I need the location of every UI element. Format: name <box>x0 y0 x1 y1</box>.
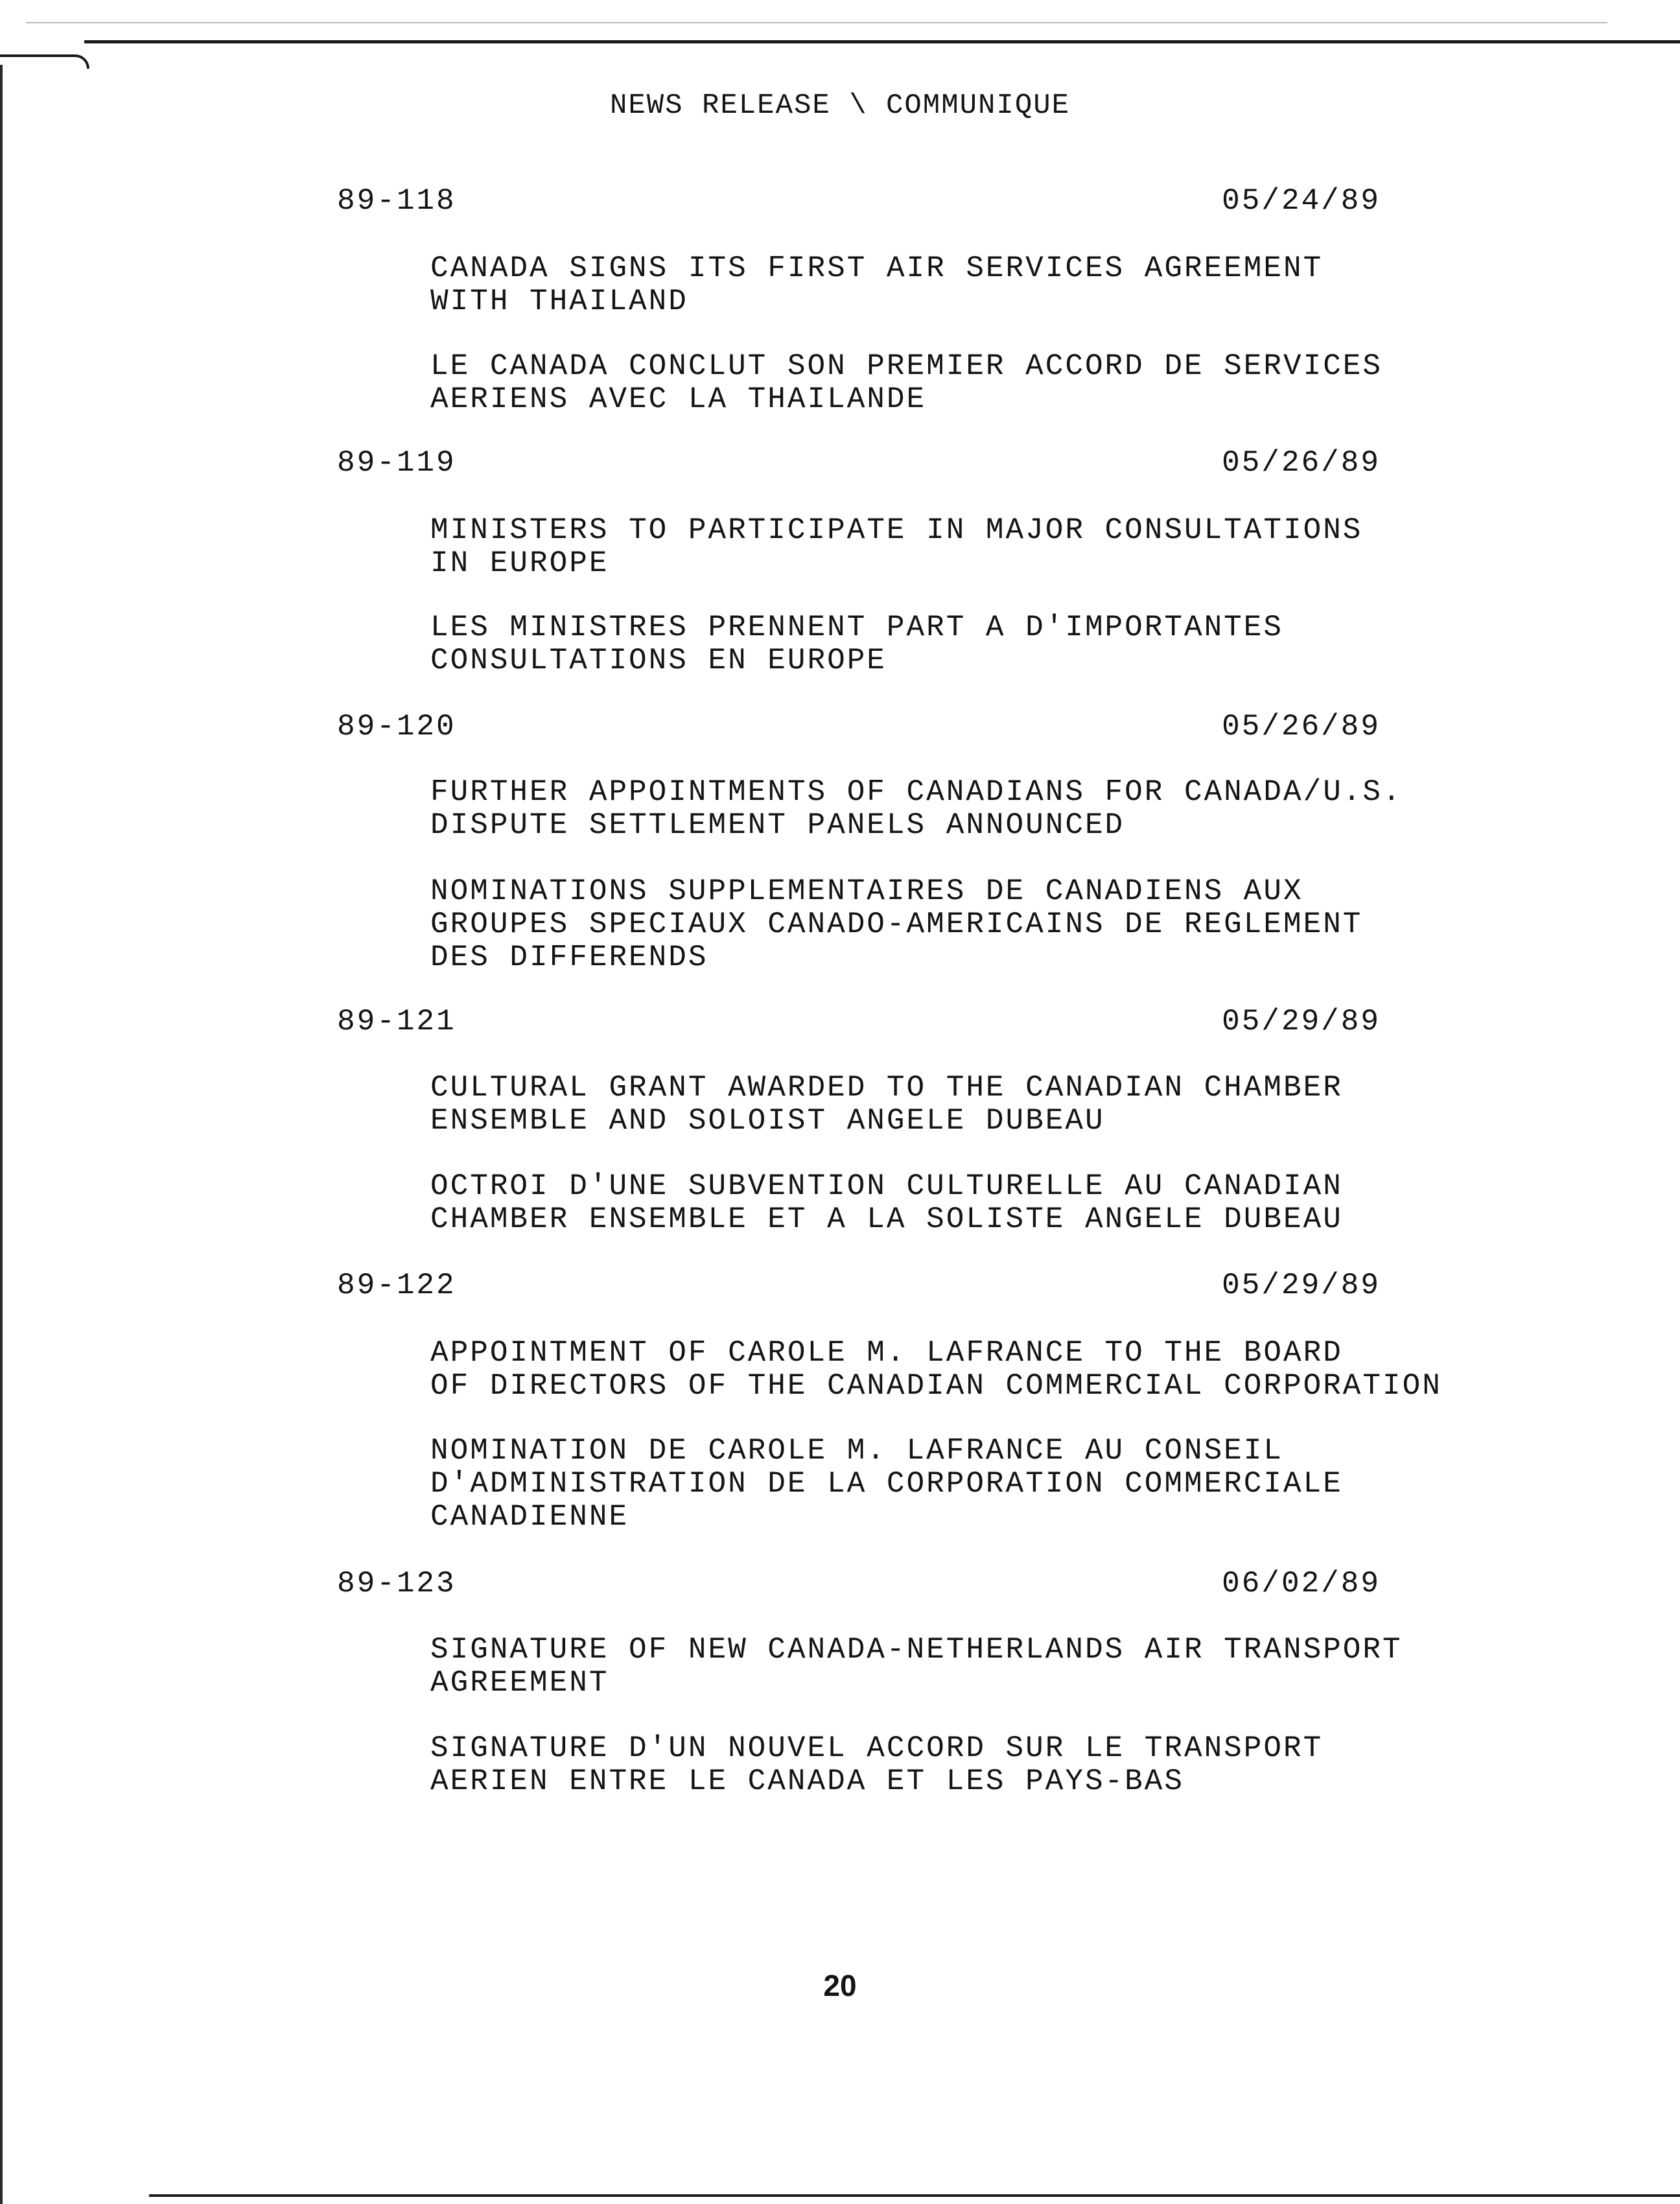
page-edge-top <box>84 40 1680 43</box>
release-date: 05/29/89 <box>1222 1005 1381 1038</box>
release-title-french: LES MINISTRES PRENNENT PART A D'IMPORTANTES CONSULTATIONS EN EUROPE <box>430 611 1283 677</box>
release-date: 05/24/89 <box>1222 184 1381 218</box>
page-edge-corner <box>0 54 89 69</box>
page-title: NEWS RELEASE \ COMMUNIQUE <box>609 89 1071 122</box>
release-number: 89-119 <box>337 446 456 480</box>
release-header <box>337 1567 1381 1603</box>
release-title-english: SIGNATURE OF NEW CANADA-NETHERLANDS AIR TRANSPORT AGREEMENT <box>430 1633 1403 1700</box>
release-number: 89-122 <box>337 1269 456 1302</box>
release-header <box>337 446 1381 482</box>
release-header <box>337 1269 1381 1305</box>
release-number: 89-121 <box>337 1005 456 1038</box>
release-title-english: CANADA SIGNS ITS FIRST AIR SERVICES AGREEMENT WITH THAILAND <box>430 252 1324 318</box>
release-title-french: SIGNATURE D'UN NOUVEL ACCORD SUR LE TRANSPORT AERIEN ENTRE LE CANADA ET LES PAYS-BAS <box>430 1731 1324 1798</box>
release-header <box>337 184 1381 220</box>
release-header <box>337 1005 1381 1041</box>
release-number: 89-118 <box>337 184 456 218</box>
release-title-english: MINISTERS TO PARTICIPATE IN MAJOR CONSULTATIONS IN EUROPE <box>430 513 1363 580</box>
release-number: 89-120 <box>337 710 456 744</box>
release-title-english: FURTHER APPOINTMENTS OF CANADIANS FOR CANADA/U.S. DISPUTE SETTLEMENT PANELS ANNOUNCED <box>430 775 1403 842</box>
release-date: 06/02/89 <box>1222 1567 1381 1600</box>
page-edge-left <box>0 65 3 2204</box>
release-title-english: APPOINTMENT OF CAROLE M. LAFRANCE TO THE BOARD OF DIRECTORS OF THE CANADIAN COMMERCIAL CORPORATION <box>430 1336 1442 1403</box>
page-edge-top-faint <box>26 22 1607 23</box>
page-number: 20 <box>823 1969 857 2002</box>
release-title-french: OCTROI D'UNE SUBVENTION CULTURELLE AU CANADIAN CHAMBER ENSEMBLE ET A LA SOLISTE ANGELE DUBEAU <box>430 1169 1343 1236</box>
release-number: 89-123 <box>337 1567 456 1600</box>
page-edge-bottom <box>149 2194 1680 2197</box>
release-header <box>337 710 1381 746</box>
release-date: 05/26/89 <box>1222 446 1381 480</box>
release-title-french: LE CANADA CONCLUT SON PREMIER ACCORD DE SERVICES AERIENS AVEC LA THAILANDE <box>430 349 1383 416</box>
release-date: 05/29/89 <box>1222 1269 1381 1302</box>
release-date: 05/26/89 <box>1222 710 1381 744</box>
release-title-english: CULTURAL GRANT AWARDED TO THE CANADIAN CHAMBER ENSEMBLE AND SOLOIST ANGELE DUBEAU <box>430 1071 1343 1138</box>
release-title-french: NOMINATION DE CAROLE M. LAFRANCE AU CONSEIL D'ADMINISTRATION DE LA CORPORATION COMMERCIALE CANADIENNE <box>430 1434 1343 1534</box>
release-title-french: NOMINATIONS SUPPLEMENTAIRES DE CANADIENS AUX GROUPES SPECIAUX CANADO-AMERICAINS DE REGLEMENT DES DIFFERENDS <box>430 874 1363 974</box>
